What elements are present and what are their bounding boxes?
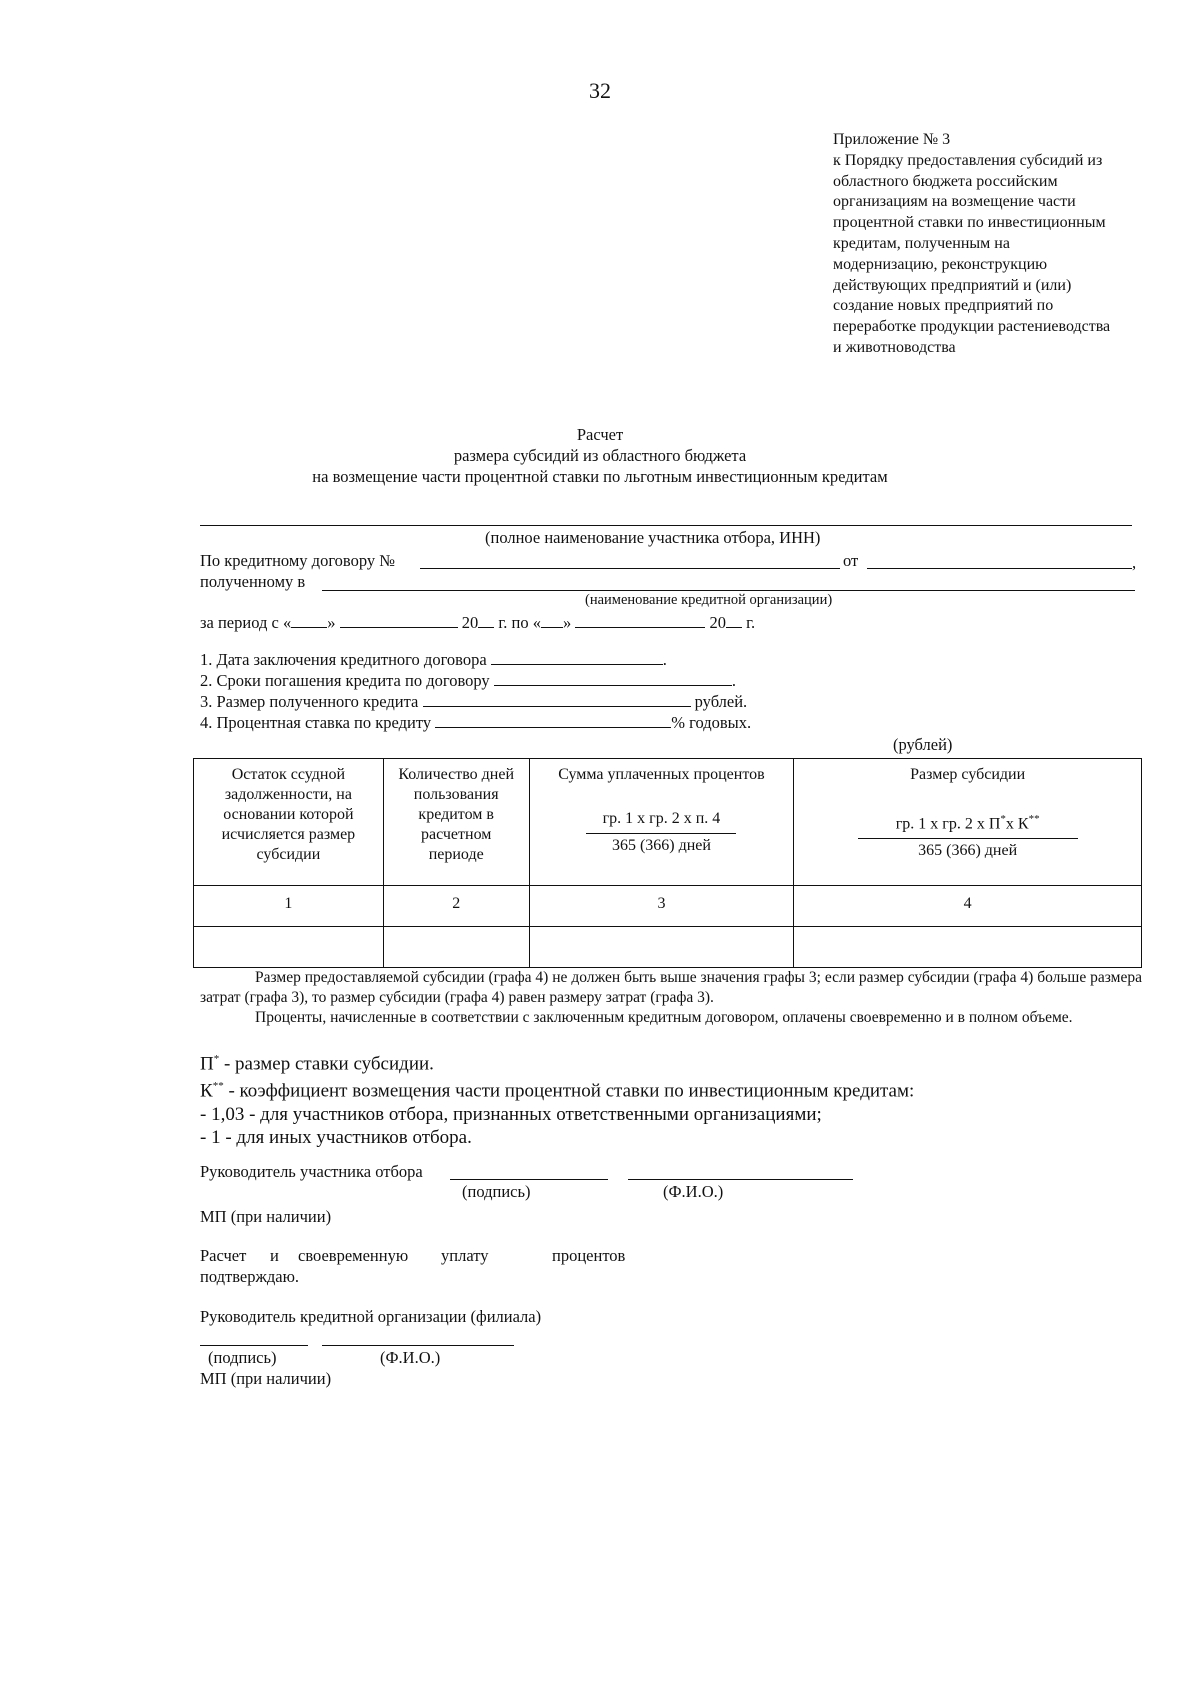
item-1-label: 1. Дата заключения кредитного договора: [200, 650, 487, 669]
p-mark: *: [213, 1053, 220, 1065]
header-col-4-formula: [794, 809, 1141, 834]
k-text: - коэффициент возмещения части процентной ставки по инвестиционным кредитам:: [228, 1080, 915, 1102]
appendix-line: процентной ставки по инвестиционным: [833, 214, 1106, 232]
header-col-3-title: Сумма уплаченных процентов: [558, 766, 765, 783]
period-year-line: [478, 613, 494, 628]
formula-part: х К: [1005, 815, 1029, 833]
appendix-line: действующих предприятий и (или): [833, 276, 1072, 294]
period-end-month-line: [575, 613, 705, 628]
appendix-line: переработке продукции растениеводства: [833, 318, 1111, 336]
k-symbol: К: [200, 1080, 213, 1102]
period-end-day-line: [541, 613, 563, 628]
confirm-word: процентов: [552, 1246, 626, 1265]
page-number: 32: [589, 78, 611, 103]
header-col-4: [794, 759, 1142, 886]
item-3-label: 3. Размер полученного кредита: [200, 692, 419, 711]
formula-mark: *: [1000, 813, 1006, 825]
legend-k2: - 1 - для иных участников отбора.: [200, 1126, 472, 1148]
participant-head-label: Руководитель участника отбора: [200, 1162, 423, 1181]
note-paragraph-1: Размер предоставляемой субсидии (графа 4) не должен быть выше значения графы 3; если размер субсидии (графа 4) больше размера затрат (графа 3), то размер субсидии (графа 4) равен размеру затрат (графа 3).: [200, 969, 1142, 1006]
period-row: [200, 613, 755, 633]
appendix-block: [833, 130, 1110, 359]
table-number-row: [194, 886, 1142, 927]
appendix-line: к Порядку предоставления субсидий из: [833, 151, 1103, 169]
column-number: 4: [794, 886, 1142, 927]
sign-caption: (подпись): [462, 1182, 531, 1201]
bank-sign-line: [200, 1345, 308, 1346]
fraction-bar: [586, 833, 736, 834]
contract-date-line: [867, 568, 1132, 569]
table-row: [194, 927, 1142, 968]
header-col-1-line: основании которой: [223, 806, 354, 823]
calculation-table: [193, 758, 1142, 968]
bank-caption: (наименование кредитной организации): [585, 592, 833, 608]
header-col-4-title: Размер субсидии: [910, 766, 1026, 783]
participant-caption: (полное наименование участника отбора, ИНН): [485, 528, 821, 547]
legend-k1: - 1,03 - для участников отбора, признанных ответственными организациями;: [200, 1103, 822, 1125]
confirm-word: своевременную: [298, 1246, 409, 1265]
bank-fio-line: [322, 1345, 514, 1346]
appendix-line: и животноводства: [833, 338, 956, 356]
contract-label: По кредитному договору №: [200, 551, 396, 570]
column-number: 2: [383, 886, 529, 927]
header-col-2-line: Количество дней: [398, 766, 515, 783]
title-line-2: размера субсидий из областного бюджета: [453, 446, 747, 465]
appendix-line: кредитам, полученным на: [833, 234, 1010, 252]
bank-name-line: [322, 590, 1135, 591]
formula-part: гр. 1 х гр. 2 х П: [895, 815, 1001, 833]
participant-name-line: [200, 525, 1132, 526]
header-col-3: [529, 759, 794, 886]
item-4: [200, 713, 751, 733]
k-mark: **: [212, 1080, 224, 1093]
table-unit: (рублей): [893, 735, 953, 754]
header-col-3-formula: гр. 1 х гр. 2 х п. 4: [602, 810, 721, 827]
bank-head-label: Руководитель кредитной организации (филиала): [200, 1307, 542, 1326]
appendix-line: создание новых предприятий по: [833, 297, 1054, 315]
mp-label: МП (при наличии): [200, 1207, 332, 1226]
from-label: от: [843, 551, 859, 570]
item-4-line: [435, 713, 671, 728]
item-4-unit: % годовых.: [671, 713, 752, 732]
header-col-2: [383, 759, 529, 886]
note-paragraph-2: Проценты, начисленные в соответствии с заключенным кредитным договором, оплачены своевременно и в полном объеме.: [255, 1009, 1073, 1026]
legend-k: [200, 1075, 914, 1102]
item-2-line: [494, 671, 732, 686]
p-symbol: П: [200, 1053, 214, 1075]
fraction-bar: [858, 838, 1078, 839]
table-cell[interactable]: [529, 927, 794, 968]
item-1-line: [491, 650, 663, 665]
period-quote: »: [327, 613, 336, 632]
appendix-line: Приложение № 3: [833, 131, 951, 148]
bank-fio-caption: (Ф.И.О.): [380, 1348, 441, 1367]
item-4-label: 4. Процентная ставка по кредиту: [200, 713, 432, 732]
received-label: полученному в: [200, 572, 306, 591]
period-to-label: г. по «: [494, 613, 541, 632]
participant-fio-line: [628, 1179, 853, 1180]
fio-caption: (Ф.И.О.): [663, 1182, 724, 1201]
bank-mp-label: МП (при наличии): [200, 1369, 332, 1388]
header-col-1-line: задолженности, на: [224, 786, 352, 803]
confirm-word: и: [270, 1246, 279, 1265]
appendix-line: организациям на возмещение части: [833, 193, 1076, 211]
table-header-row: [194, 759, 1142, 886]
document-title: [0, 424, 1200, 487]
table-cell[interactable]: [794, 927, 1142, 968]
appendix-line: областного бюджета российским: [833, 172, 1058, 190]
header-col-1-line: исчисляется размер: [221, 826, 356, 843]
column-number: 1: [194, 886, 384, 927]
header-col-2-line: пользования: [413, 786, 499, 803]
item-2-label: 2. Сроки погашения кредита по договору: [200, 671, 490, 690]
header-col-3-denominator: 365 (366) дней: [611, 837, 711, 854]
period-day-line: [291, 613, 327, 628]
appendix-line: модернизацию, реконструкцию: [833, 255, 1048, 273]
title-line-3: на возмещение части процентной ставки по льготным инвестиционным кредитам: [312, 467, 888, 486]
header-col-4-denominator: 365 (366) дней: [918, 842, 1018, 860]
item-2: 2. Сроки погашения кредита по договору .: [200, 671, 736, 690]
period-quote-2: »: [562, 613, 572, 632]
formula-mark: **: [1028, 813, 1040, 825]
bank-sign-caption: (подпись): [208, 1348, 277, 1367]
item-3-unit: рублей.: [694, 692, 748, 711]
header-col-1-line: субсидии: [256, 846, 321, 863]
column-number: 3: [529, 886, 794, 927]
item-1: 1. Дата заключения кредитного договора .: [200, 650, 667, 669]
header-col-2-line: кредитом в: [418, 806, 494, 823]
confirm-line-2: подтверждаю.: [200, 1267, 300, 1286]
period-label: за период с «: [200, 613, 292, 632]
header-col-2-line: расчетном: [420, 826, 492, 843]
header-col-2-line: периоде: [428, 846, 484, 863]
item-3-line: [423, 692, 691, 707]
period-month-line: [340, 613, 458, 628]
period-year-prefix: 20: [461, 613, 479, 632]
header-col-1-line: Остаток ссудной: [231, 766, 346, 783]
period-end-year-prefix: 20: [709, 613, 726, 632]
confirm-word: уплату: [441, 1246, 489, 1265]
period-end-suffix: г.: [741, 613, 756, 632]
p-text: - размер ставки субсидии.: [223, 1053, 434, 1075]
table-cell[interactable]: [383, 927, 529, 968]
period-end-year-line: [726, 613, 742, 628]
comma: ,: [1132, 553, 1137, 572]
confirm-word: Расчет: [200, 1246, 247, 1265]
title-line-1: Расчет: [576, 425, 624, 444]
table-cell[interactable]: [194, 927, 384, 968]
notes-block: [200, 968, 1142, 1028]
contract-number-line: [420, 568, 840, 569]
legend-p: [200, 1048, 914, 1075]
item-3: [200, 692, 747, 712]
header-col-1: [194, 759, 384, 886]
legend-block: [200, 1048, 914, 1149]
participant-sign-line: [450, 1179, 608, 1180]
